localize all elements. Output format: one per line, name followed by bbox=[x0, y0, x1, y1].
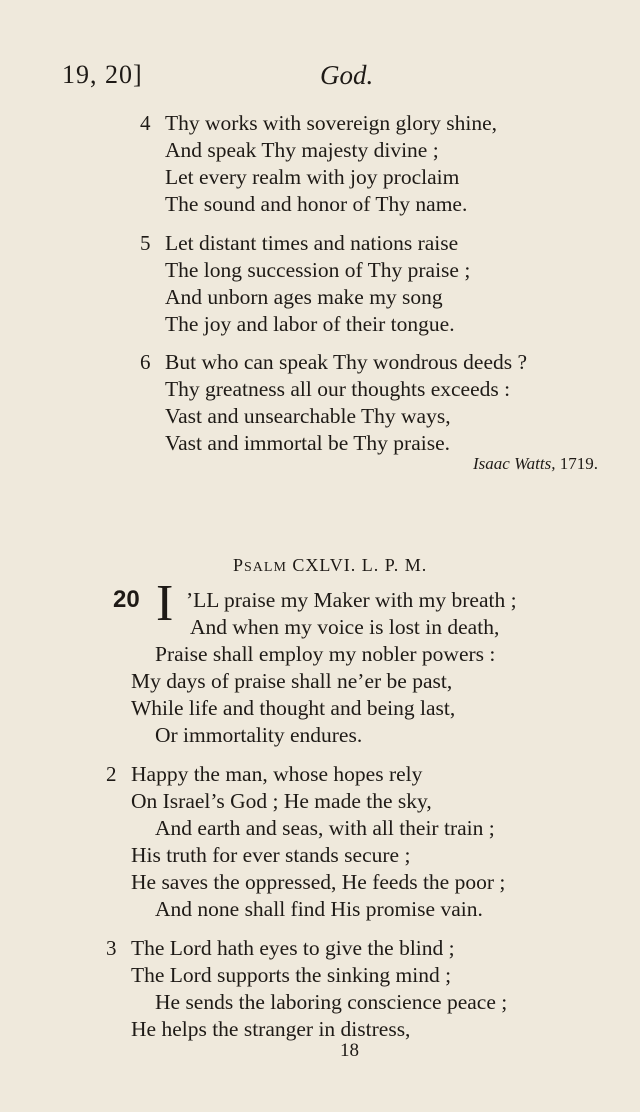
verse-line: And when my voice is lost in death, bbox=[190, 615, 500, 639]
verse-line: Let distant times and nations raise bbox=[165, 231, 459, 255]
stanza-number: 4 bbox=[140, 111, 151, 135]
verse-line: And earth and seas, with all their train ; bbox=[155, 816, 495, 840]
verse-line: The long succession of Thy praise ; bbox=[165, 258, 471, 282]
drop-cap: I bbox=[156, 575, 174, 632]
verse-line: Thy works with sovereign glory shine, bbox=[165, 111, 498, 135]
verse-line: Thy greatness all our thoughts exceeds : bbox=[165, 377, 511, 401]
stanza-number: 5 bbox=[140, 231, 151, 255]
attribution-year: 1719. bbox=[559, 454, 598, 473]
verse-line: He sends the laboring conscience peace ; bbox=[155, 990, 508, 1014]
stanza-number: 6 bbox=[140, 350, 151, 374]
verse-line: Vast and unsearchable Thy ways, bbox=[165, 404, 451, 428]
verse-line: The sound and honor of Thy name. bbox=[165, 192, 468, 216]
verse-line: The Lord supports the sinking mind ; bbox=[131, 963, 452, 987]
verse-line: He saves the oppressed, He feeds the poor ; bbox=[131, 870, 506, 894]
verse-line: But who can speak Thy wondrous deeds ? bbox=[165, 350, 528, 374]
verse-line: The joy and labor of their tongue. bbox=[165, 312, 455, 336]
attribution-author: Isaac Watts, bbox=[473, 454, 556, 473]
stanza-number: 3 bbox=[106, 936, 117, 960]
running-head-hymn-numbers: 19, 20] bbox=[62, 60, 143, 89]
verse-line: Praise shall employ my nobler powers : bbox=[155, 642, 496, 666]
verse-line: Happy the man, whose hopes rely bbox=[131, 762, 423, 786]
verse-line: His truth for ever stands secure ; bbox=[131, 843, 411, 867]
verse-line: My days of praise shall ne’er be past, bbox=[131, 669, 453, 693]
verse-line: While life and thought and being last, bbox=[131, 696, 456, 720]
psalm-heading-smallcaps: SALM bbox=[244, 560, 287, 575]
verse-line: Or immortality endures. bbox=[155, 723, 363, 747]
stanza-number: 2 bbox=[106, 762, 117, 786]
verse-line: And unborn ages make my song bbox=[165, 285, 443, 309]
verse-line: ’LL praise my Maker with my breath ; bbox=[186, 588, 517, 612]
verse-line: The Lord hath eyes to give the blind ; bbox=[131, 936, 455, 960]
psalm-heading-initial: P bbox=[233, 555, 245, 575]
attribution bbox=[473, 454, 598, 474]
psalm-heading bbox=[233, 555, 427, 576]
verse-line: On Israel’s God ; He made the sky, bbox=[131, 789, 432, 813]
hymn-number: 20 bbox=[113, 586, 140, 613]
verse-line: And speak Thy majesty divine ; bbox=[165, 138, 439, 162]
page-number: 18 bbox=[340, 1040, 359, 1061]
verse-line: He helps the stranger in distress, bbox=[131, 1017, 411, 1041]
psalm-heading-meter: CXLVI. L. P. M. bbox=[292, 555, 428, 575]
running-head-title: God. bbox=[320, 60, 374, 90]
verse-line: Let every realm with joy proclaim bbox=[165, 165, 460, 189]
verse-line: And none shall find His promise vain. bbox=[155, 897, 483, 921]
verse-line: Vast and immortal be Thy praise. bbox=[165, 431, 451, 455]
